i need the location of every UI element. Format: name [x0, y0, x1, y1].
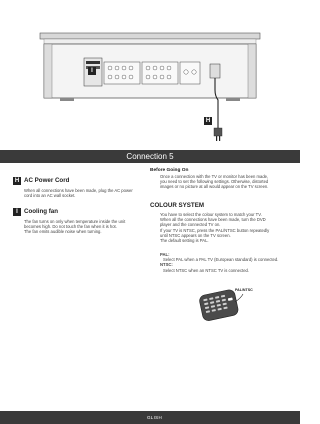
callout-power-badge: H [205, 118, 211, 124]
colour-system-text: You have to select the colour system to match your TV. When all the connections have been made, turn the DVD player and the connected TV on. If your TV is NTSC, press the PAL/NTSC button repeatedly until NTSC appears on the TV screen. The default setting is PAL. [160, 212, 270, 244]
callout-fan-badge: I [88, 67, 96, 75]
cooling-fan-heading: Cooling fan [24, 208, 59, 215]
ac-power-badge: H [14, 178, 20, 184]
before-going-on-heading: Before Going On [150, 168, 189, 173]
ntsc-label: NTSC: [160, 262, 173, 268]
section-title: Connection 5 [0, 150, 300, 163]
colour-system-heading: COLOUR SYSTEM [150, 202, 204, 209]
pal-ntsc-button-label: PAL/NTSC [235, 288, 253, 292]
cooling-fan-badge: I [13, 208, 21, 216]
ntsc-description: Select NTSC when an NTSC TV is connected. [163, 267, 250, 273]
before-going-on-text: Once a connection with the TV or monitor has been made, you need to set the following settings. Otherwise, distorted images or no picture at all would appear on the TV screen. [160, 174, 269, 190]
device-rear-panel-illustration [0, 0, 300, 145]
cooling-fan-text: The fan turns on only when temperature inside the unit becomes high. Do not touch the fan when it is hot. The fan emits audible noise when turning. [24, 219, 126, 235]
ac-power-text: When all connections have been made, plug the AC power cord into an AC wall socket. [24, 188, 133, 199]
pal-description: Select PAL when a PAL TV (European standard) is connected. [163, 257, 279, 263]
pal-label: PAL: [160, 252, 170, 257]
ac-power-heading: AC Power Cord [24, 177, 70, 184]
footer-language-label: GLISH [147, 415, 163, 420]
pal-option [160, 252, 278, 273]
